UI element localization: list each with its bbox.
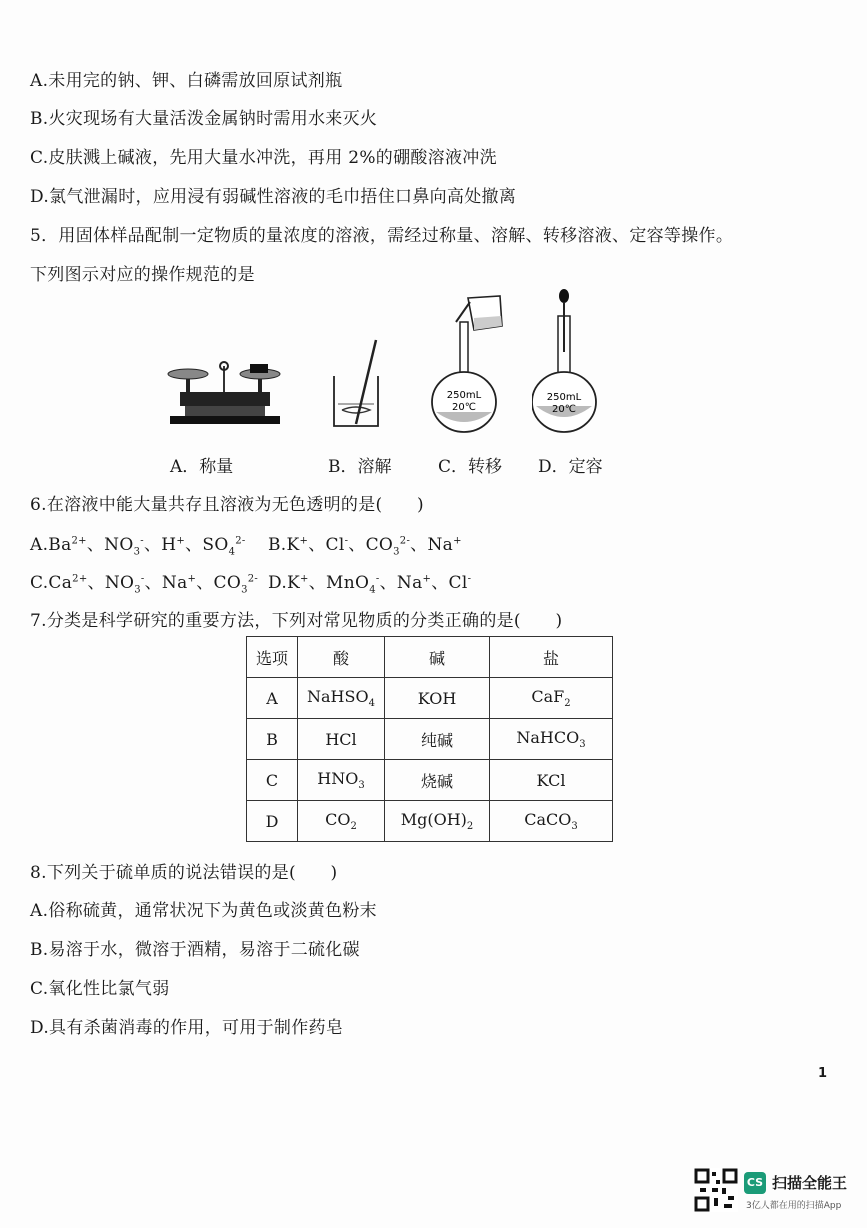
ion-subscript: 3 [134, 584, 141, 596]
header-base: 碱 [385, 637, 490, 678]
cell-acid: HCl [298, 719, 385, 760]
volumetric-flask-dropper-figure [532, 288, 606, 436]
q5-label-b: B．溶解 [328, 457, 392, 477]
q4-option-d: D.氯气泄漏时，应用浸有弱碱性溶液的毛巾捂住口鼻向高处撤离 [30, 187, 517, 207]
table-header-row [247, 637, 613, 678]
ion-charge: + [453, 535, 462, 547]
q4-option-a: A.未用完的钠、钾、白磷需放回原试剂瓶 [30, 71, 343, 91]
cell-option: A [247, 678, 298, 719]
cell-salt: CaCO$_3$ [490, 801, 613, 842]
ion-formula: Cl [448, 573, 468, 593]
qr-code-icon [694, 1168, 738, 1212]
classification-table [246, 636, 613, 842]
q8-option-a: A.俗称硫黄，通常状况下为黄色或淡黄色粉末 [30, 901, 377, 921]
q5-label-a: A．称量 [170, 457, 234, 477]
ion-formula: MnO [326, 573, 370, 593]
ion-charge: - [140, 535, 144, 547]
ion-separator: 、 [144, 573, 162, 593]
cell-option: C [247, 760, 298, 801]
q4-option-b: B.火灾现场有大量活泼金属钠时需用水来灭火 [30, 109, 378, 129]
ion-separator: 、 [185, 535, 203, 555]
cell-acid: $HNO_3$ [298, 760, 385, 801]
ion-formula: Na [396, 573, 423, 593]
q6-option-c [30, 568, 258, 595]
cell-salt: KCl [490, 760, 613, 801]
q8-stem: 8.下列关于硫单质的说法错误的是( ) [30, 863, 338, 883]
ion-charge: + [299, 535, 309, 547]
cell-base: KOH [385, 678, 490, 719]
ion-formula: Na [161, 573, 188, 593]
ion-subscript: 4 [228, 546, 236, 558]
q7-stem: 7.分类是科学研究的重要方法，下列对常见物质的分类正确的是( ) [30, 611, 563, 631]
q8-option-b: B.易溶于水，微溶于酒精，易溶于二硫化碳 [30, 940, 360, 960]
ion-charge: + [422, 573, 432, 585]
q5-label-d: D．定容 [538, 457, 603, 477]
balance-scale-figure [160, 352, 290, 430]
q6-stem: 6.在溶液中能大量共存且溶液为无色透明的是( ) [30, 495, 424, 515]
ion-separator: 、 [431, 573, 449, 593]
q4-option-c: C.皮肤溅上碱液，先用大量水冲洗，再用 2%的硼酸溶液冲洗 [30, 148, 497, 168]
flask-d-volume: 250mL [546, 392, 582, 403]
cell-base: $Mg(OH)_2$ [385, 801, 490, 842]
ion-formula: CO [365, 535, 394, 555]
table-row [247, 678, 613, 719]
ion-separator: 、 [143, 535, 162, 555]
q5-stem-line1: 5．用固体样品配制一定物质的量浓度的溶液，需经过称量、溶解、转移溶液、定容等操作。 [30, 226, 734, 246]
q8-option-d: D.具有杀菌消毒的作用，可用于制作药皂 [30, 1018, 344, 1038]
ion-charge: 2+ [71, 535, 87, 547]
ion-charge: - [467, 573, 472, 585]
cell-base: 纯碱 [385, 719, 490, 760]
ion-separator: 、 [196, 573, 214, 593]
cell-option: D [247, 801, 298, 842]
scanner-logo-icon: CS [744, 1172, 766, 1194]
header-salt: 盐 [490, 637, 613, 678]
ion-charge: 2+ [72, 573, 88, 585]
cell-acid: $CO_2$ [298, 801, 385, 842]
volumetric-flask-transfer-figure [430, 294, 520, 436]
q6-option-a [30, 530, 246, 557]
ion-formula: CO [213, 573, 242, 593]
flask-d-temp: 20℃ [552, 404, 576, 415]
cell-salt: NaHCO$_3$ [490, 719, 613, 760]
table-body [247, 678, 613, 842]
ion-formula: NO [104, 535, 134, 555]
ion-formula: K [287, 573, 301, 593]
ion-charge: + [300, 573, 309, 585]
cell-acid: NaHSO$_4$ [298, 678, 385, 719]
beaker-dissolve-figure [328, 338, 388, 430]
q6-option-b [268, 530, 462, 557]
option-prefix: A. [30, 535, 49, 555]
ion-charge: + [187, 573, 197, 585]
header-option: 选项 [247, 637, 298, 678]
ion-separator: 、 [87, 573, 105, 593]
ion-charge: 2- [247, 573, 259, 585]
ion-subscript: 4 [369, 584, 376, 596]
table-row [247, 760, 613, 801]
flask-c-volume: 250mL [446, 390, 482, 401]
ion-formula: SO [202, 535, 229, 555]
ion-separator: 、 [348, 535, 366, 555]
ion-formula: Ba [48, 535, 72, 555]
ion-charge: - [344, 535, 349, 547]
flask-c-temp: 20℃ [452, 402, 476, 413]
ion-charge: 2- [399, 535, 411, 547]
cell-base: 烧碱 [385, 760, 490, 801]
ion-charge: - [140, 573, 145, 585]
ion-formula: NO [104, 573, 135, 593]
ion-formula: K [286, 535, 300, 555]
ion-separator: 、 [379, 573, 397, 593]
q6-option-d [268, 568, 471, 595]
option-prefix: C. [30, 573, 49, 593]
ion-charge: 2- [235, 535, 246, 547]
option-prefix: D. [268, 573, 288, 593]
ion-separator: 、 [308, 573, 327, 593]
ion-charge: - [375, 573, 380, 585]
ion-charge: + [176, 535, 186, 547]
table-row [247, 801, 613, 842]
ion-subscript: 3 [133, 546, 141, 558]
q5-label-c: C．转移 [438, 457, 503, 477]
scanner-app-name: 扫描全能王 [772, 1174, 848, 1192]
cell-option: B [247, 719, 298, 760]
ion-formula: Cl [325, 535, 345, 555]
ion-separator: 、 [86, 535, 105, 555]
ion-formula: H [161, 535, 177, 555]
ion-subscript: 3 [393, 546, 400, 558]
page-number: 1 [817, 1066, 827, 1081]
cell-salt: CaF$_2$ [490, 678, 613, 719]
scanner-tagline: 3亿人都在用的扫描App [746, 1201, 842, 1211]
header-acid: 酸 [298, 637, 385, 678]
q5-stem-line2: 下列图示对应的操作规范的是 [30, 265, 255, 285]
q8-option-c: C.氧化性比氯气弱 [30, 979, 170, 999]
ion-separator: 、 [308, 535, 326, 555]
ion-subscript: 3 [241, 584, 248, 596]
table-row [247, 719, 613, 760]
ion-formula: Ca [48, 573, 73, 593]
ion-separator: 、 [410, 535, 428, 555]
option-prefix: B. [268, 535, 287, 555]
ion-formula: Na [427, 535, 454, 555]
